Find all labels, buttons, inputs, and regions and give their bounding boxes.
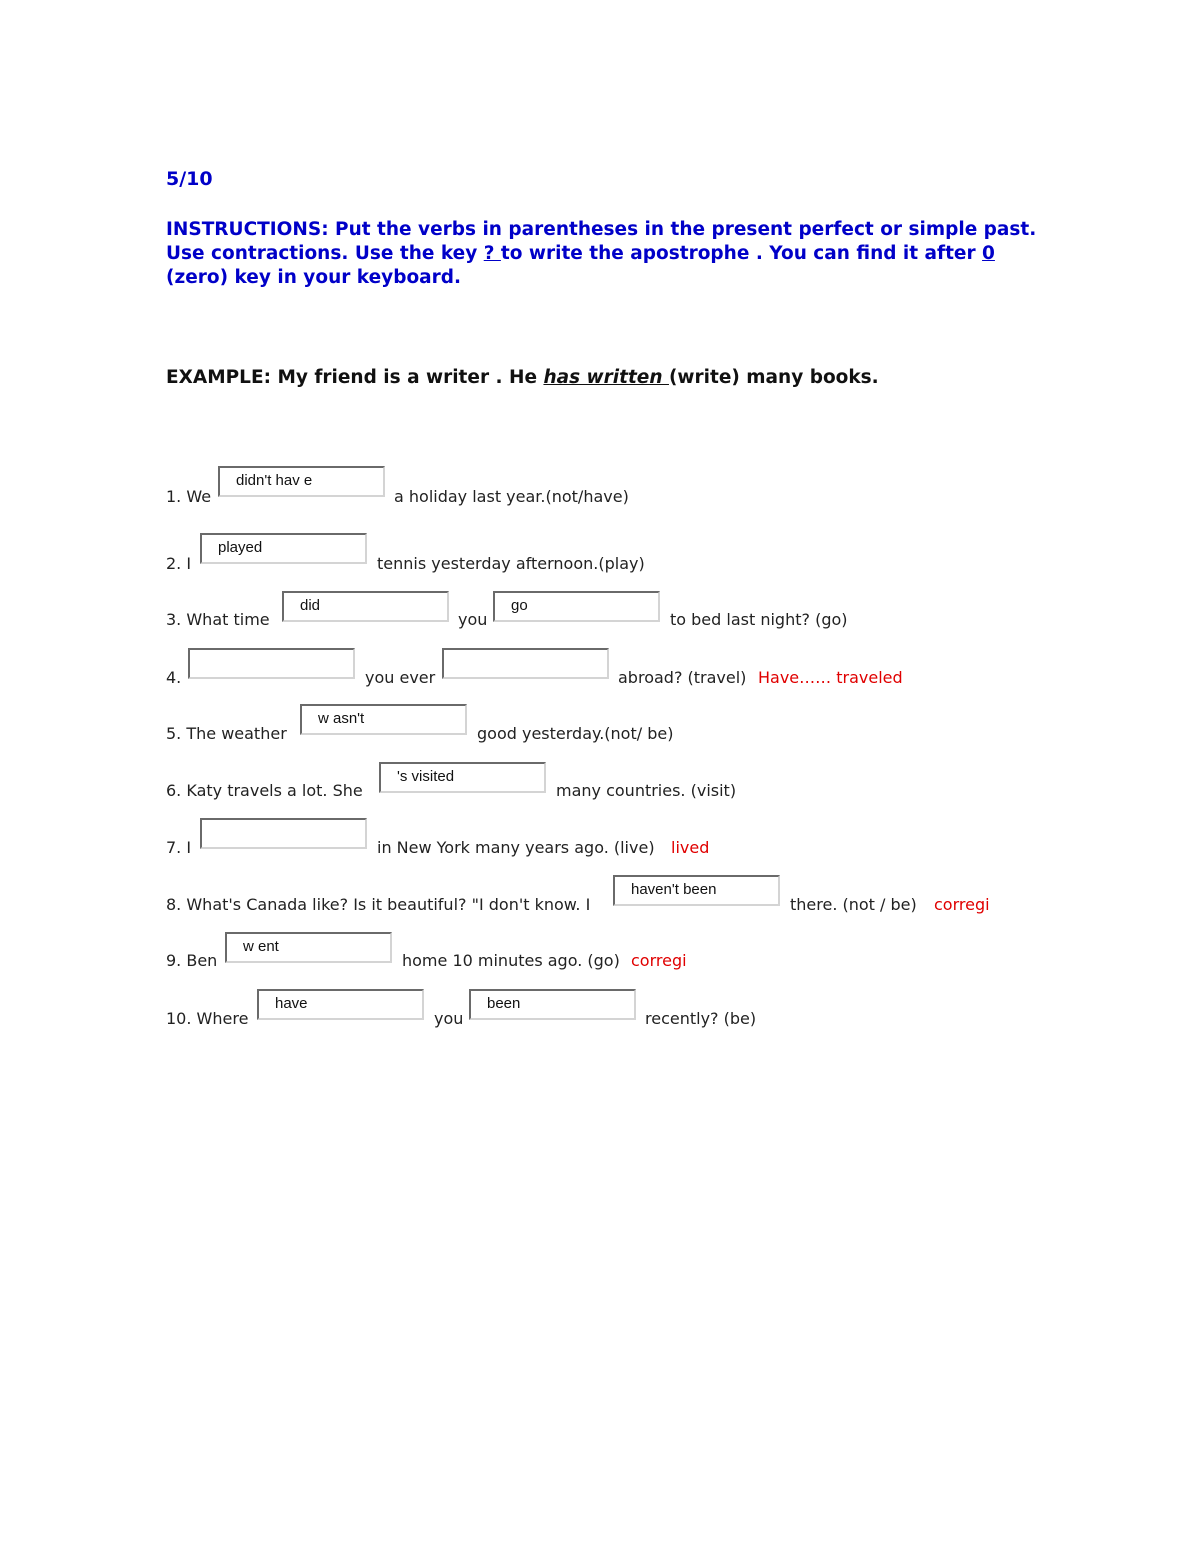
question-5-after: good yesterday.(not/ be) [477, 724, 674, 743]
question-10-text: 10. Where [166, 1009, 249, 1028]
question-7-feedback: lived [671, 838, 710, 857]
answer-4a-input[interactable] [188, 648, 355, 679]
answer-10a-input[interactable]: have [257, 989, 424, 1020]
answer-4b-input[interactable] [442, 648, 609, 679]
answer-8-input[interactable]: haven't been [613, 875, 780, 906]
answer-3b-input[interactable]: go [493, 591, 660, 622]
question-1-after: a holiday last year.(not/have) [394, 487, 629, 506]
instructions-text-1: INSTRUCTIONS: Put the verbs in parentheses in the present perfect or simple past. Use contractions. Use the key [166, 219, 1037, 264]
answer-7-input[interactable] [200, 818, 367, 849]
question-2-after: tennis yesterday afternoon.(play) [377, 554, 645, 573]
question-6-text: 6. Katy travels a lot. She [166, 781, 363, 800]
question-7-text: 7. I [166, 838, 192, 857]
question-7-after: in New York many years ago. (live) [377, 838, 655, 857]
instructions-text-2: to write the apostrophe . You can find it after [500, 243, 983, 264]
example-answer: has written [543, 367, 669, 388]
question-5-text: 5. The weather [166, 724, 287, 743]
question-3-after-2: to bed last night? (go) [670, 610, 848, 629]
question-10-after-1: you [434, 1009, 464, 1028]
apostrophe-key: ? [483, 243, 501, 264]
answer-2-input[interactable]: played [200, 533, 367, 564]
example [166, 367, 879, 388]
answer-6-input[interactable]: 's visited [379, 762, 546, 793]
answer-10b-input[interactable]: been [469, 989, 636, 1020]
question-3-after-1: you [458, 610, 488, 629]
answer-3a-input[interactable]: did [282, 591, 449, 622]
zero-key: 0 [982, 243, 995, 264]
question-1-text: 1. We [166, 487, 212, 506]
answer-9-input[interactable]: w ent [225, 932, 392, 963]
answer-1-input[interactable]: didn't hav e [218, 466, 385, 497]
question-8-text: 8. What's Canada like? Is it beautiful? "I don't know. I [166, 895, 591, 914]
example-prefix: EXAMPLE: My friend is a writer . He [166, 367, 544, 388]
question-8-feedback: corregi [934, 895, 990, 914]
question-6-after: many countries. (visit) [556, 781, 737, 800]
question-9-text: 9. Ben [166, 951, 218, 970]
score: 5/10 [166, 168, 213, 190]
question-3-text: 3. What time [166, 610, 270, 629]
question-4-feedback: Have…… traveled [758, 668, 903, 687]
question-4-after-2: abroad? (travel) [618, 668, 747, 687]
question-4-text: 4. [166, 668, 182, 687]
example-suffix: (write) many books. [668, 367, 879, 388]
instructions [166, 218, 1046, 290]
answer-5-input[interactable]: w asn't [300, 704, 467, 735]
question-10-after-2: recently? (be) [645, 1009, 757, 1028]
question-8-after: there. (not / be) [790, 895, 917, 914]
question-9-after: home 10 minutes ago. (go) [402, 951, 620, 970]
question-9-feedback: corregi [631, 951, 687, 970]
question-4-after-1: you ever [365, 668, 436, 687]
instructions-text-3: (zero) key in your keyboard. [166, 267, 462, 288]
question-2-text: 2. I [166, 554, 192, 573]
